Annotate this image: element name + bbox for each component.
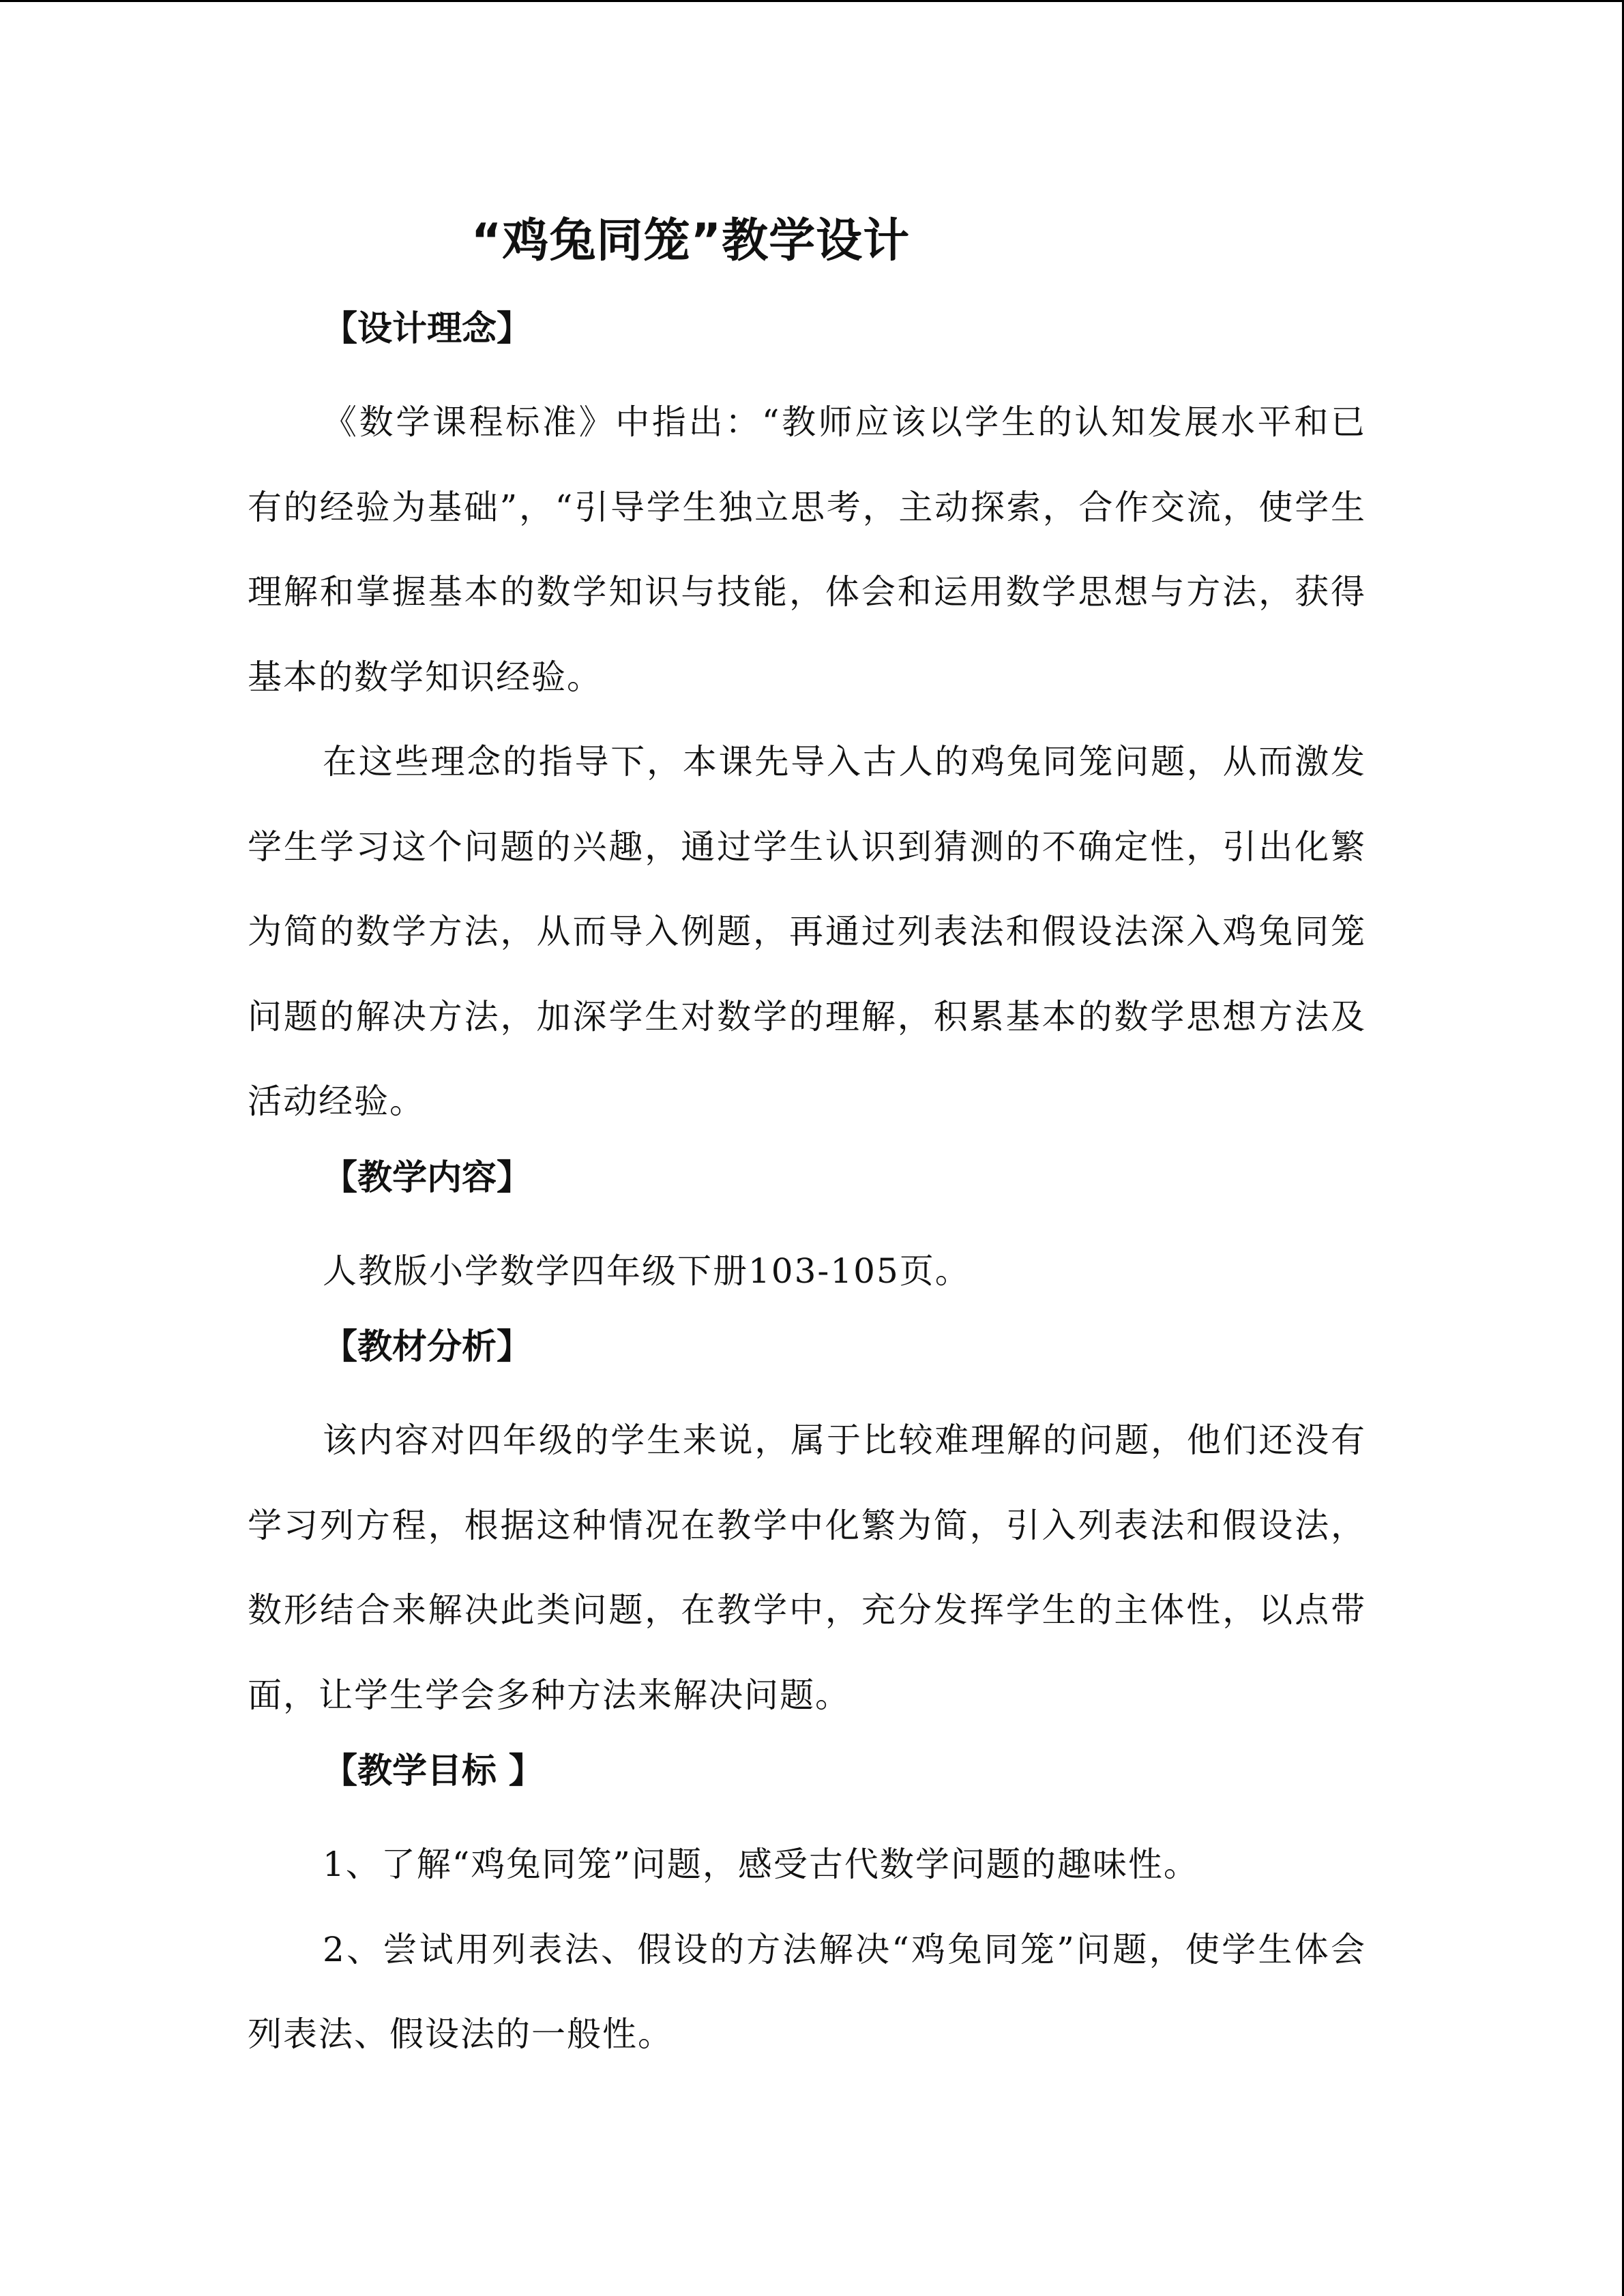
document-title: “鸡兔同笼”教学设计 [471, 214, 911, 268]
paragraph: 1、了解“鸡兔同笼”问题，感受古代数学问题的趣味性。 [323, 1845, 1199, 1884]
paragraph: 在这些理念的指导下，本课先导入古人的鸡兔同笼问题，从而激发学生学习这个问题的兴趣，通过学生认识到猜测的不确定性，引出化繁为简的数学方法，从而导入例题，再通过列表法和假设法深入鸡兔同笼问题的解决方法，加深学生对数学的理解，积累基本的数学思想方法及活动经验。 [248, 742, 1366, 1121]
section-textbook-analysis [248, 1313, 1366, 1738]
section-teaching-objectives [248, 1738, 1366, 2077]
section-heading: 【教学目标 】 [323, 1751, 544, 1791]
section-heading: 【教学内容】 [323, 1157, 532, 1198]
section-heading: 【设计理念】 [323, 309, 532, 349]
paragraph: 《数学课程标准》中指出：“教师应该以学生的认知发展水平和已有的经验为基础”，“引导学生独立思考，主动探索，合作交流，使学生理解和掌握基本的数学知识与技能，体会和运用数学思想与方法，获得基本的数学知识经验。 [248, 402, 1366, 697]
paragraph: 该内容对四年级的学生来说，属于比较难理解的问题，他们还没有学习列方程，根据这种情况在教学中化繁为简，引入列表法和假设法，数形结合来解决此类问题，在教学中，充分发挥学生的主体性，以点带面，让学生学会多种方法来解决问题。 [248, 1420, 1366, 1715]
document-body [248, 295, 1366, 2077]
section-heading: 【教材分析】 [323, 1327, 532, 1367]
section-design-concept [248, 295, 1366, 1144]
paragraph: 人教版小学数学四年级下册103-105页。 [323, 1251, 971, 1291]
section-teaching-content [248, 1144, 1366, 1314]
paragraph: 2、尝试用列表法、假设的方法解决“鸡兔同笼”问题，使学生体会列表法、假设法的一般性。 [248, 1929, 1366, 2054]
